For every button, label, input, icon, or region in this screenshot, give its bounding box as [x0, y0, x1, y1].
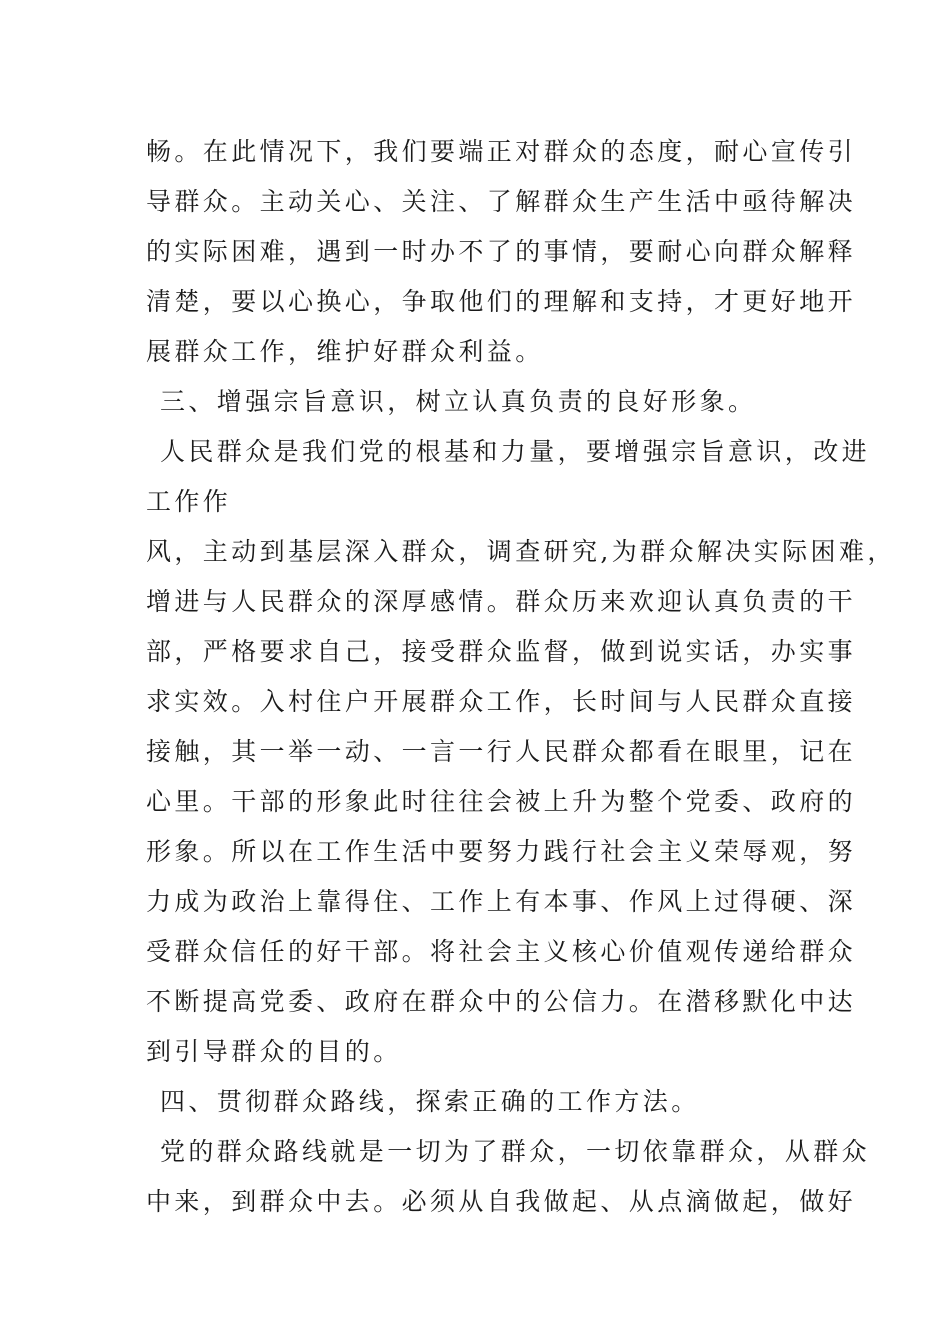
- text-line: 的实际困难，遇到一时办不了的事情，要耐心向群众解释: [146, 237, 857, 266]
- text-line: 人民群众是我们党的根基和力量，要增强宗旨意识，改进: [160, 437, 871, 466]
- text-line: 接触，其一举一动、一言一行人民群众都看在眼里，记在: [146, 737, 857, 766]
- section-heading: 三、增强宗旨意识，树立认真负责的良好形象。: [160, 387, 757, 416]
- text-line: 导群众。主动关心、关注、了解群众生产生活中亟待解决: [146, 187, 857, 216]
- text-line: 畅。在此情况下，我们要端正对群众的态度，耐心宣传引: [146, 137, 857, 166]
- text-line: 风，主动到基层深入群众，调查研究,为群众解决实际困难，: [146, 537, 896, 566]
- text-line: 增进与人民群众的深厚感情。群众历来欢迎认真负责的干: [146, 587, 857, 616]
- text-line: 力成为政治上靠得住、工作上有本事、作风上过得硬、深: [146, 887, 857, 916]
- text-line: 不断提高党委、政府在群众中的公信力。在潜移默化中达: [146, 987, 857, 1016]
- text-line: 展群众工作，维护好群众利益。: [146, 337, 544, 366]
- text-line: 心里。干部的形象此时往往会被上升为整个党委、政府的: [146, 787, 857, 816]
- text-line: 党的群众路线就是一切为了群众，一切依靠群众，从群众: [160, 1137, 871, 1166]
- text-line: 中来，到群众中去。必须从自我做起、从点滴做起，做好: [146, 1187, 857, 1216]
- text-line: 到引导群众的目的。: [146, 1037, 402, 1066]
- text-line: 形象。所以在工作生活中要努力践行社会主义荣辱观，努: [146, 837, 857, 866]
- text-line: 工作作: [146, 487, 232, 516]
- text-line: 部，严格要求自己，接受群众监督，做到说实话，办实事: [146, 637, 857, 666]
- text-line: 清楚，要以心换心，争取他们的理解和支持，才更好地开: [146, 287, 857, 316]
- text-line: 求实效。入村住户开展群众工作，长时间与人民群众直接: [146, 687, 857, 716]
- section-heading: 四、贯彻群众路线，探索正确的工作方法。: [160, 1087, 700, 1116]
- text-line: 受群众信任的好干部。将社会主义核心价值观传递给群众: [146, 937, 857, 966]
